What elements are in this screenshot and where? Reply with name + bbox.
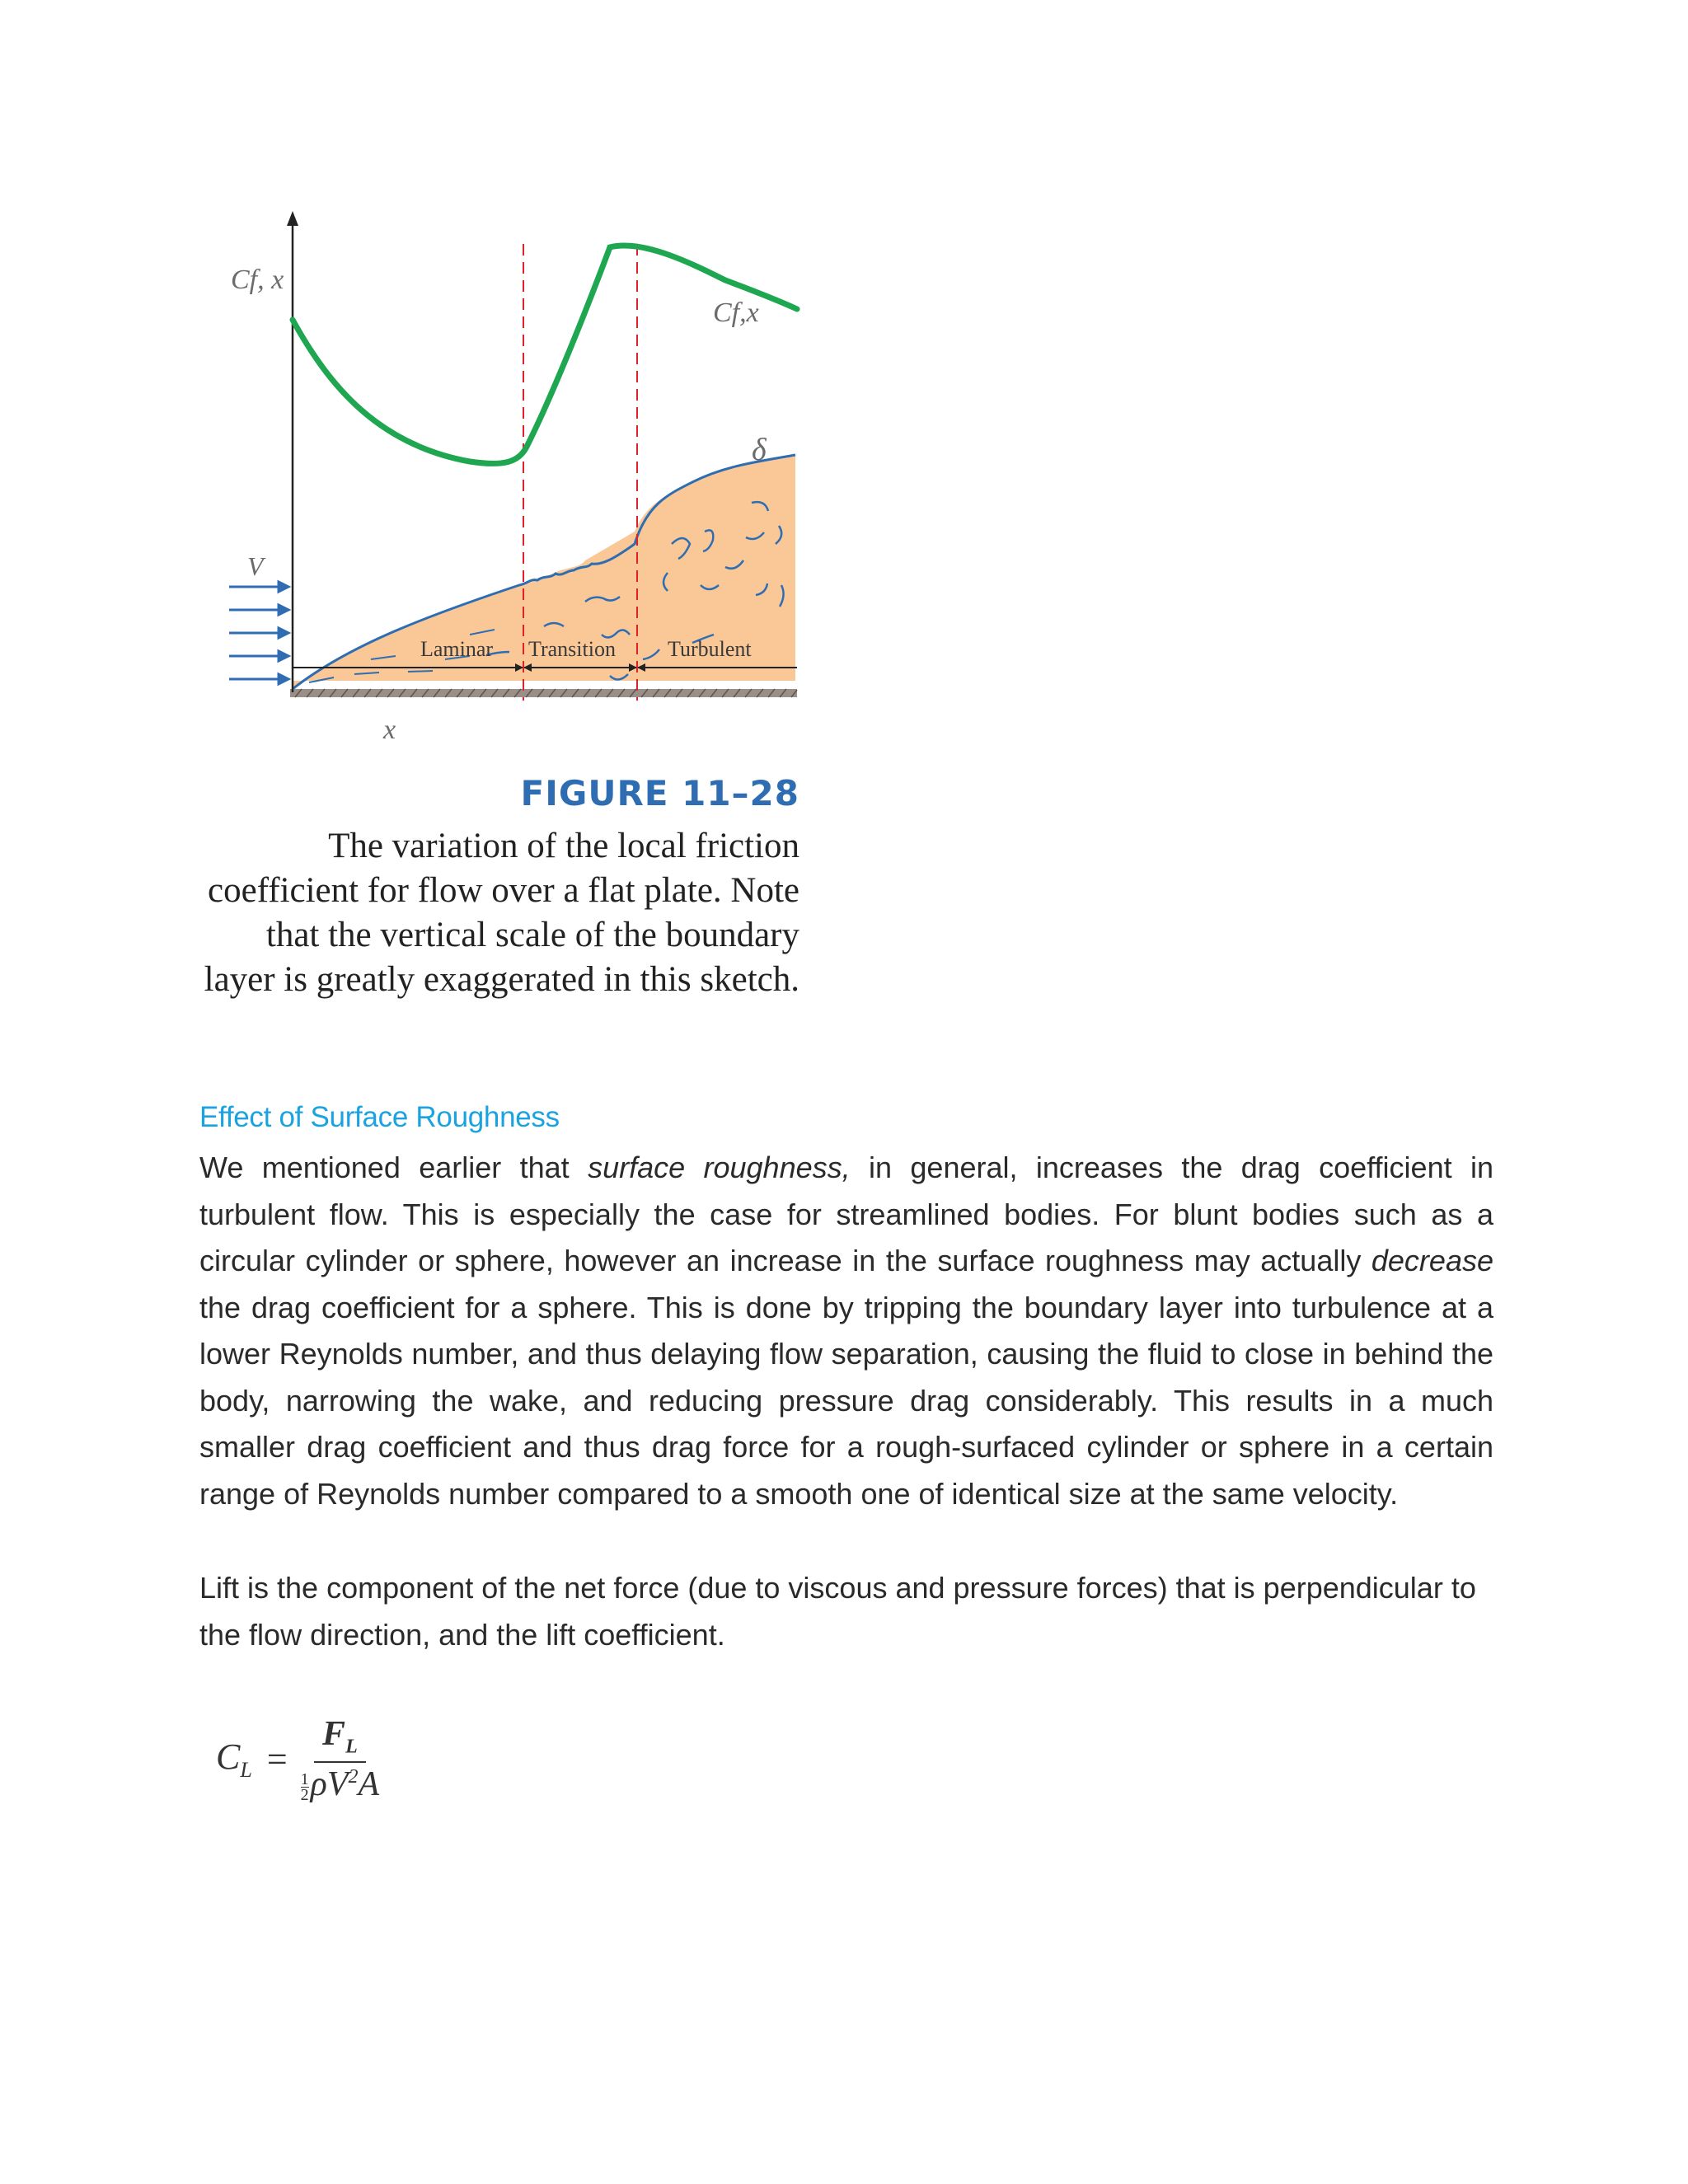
region-label-laminar: Laminar: [420, 637, 494, 661]
paragraph-text: in general, increases the drag coefficient in turbulent flow. This is especially the case for streamlined bodies. For blunt bodies such as a circular cylinder or sphere, however an increase in the surface roughness may actually: [199, 1151, 1493, 1277]
friction-coefficient-figure: [198, 198, 824, 750]
paragraph-text: the drag coefficient for a sphere. This is done by tripping the boundary layer into turbulence at a lower Reynolds number, and thus delaying flow separation, causing the fluid to close in behind the body, narrowing the wake, and reducing pressure drag considerably. This results in a much smaller drag coefficient and thus drag force for a rough-surfaced cylinder or sphere in a certain range of Reynolds number compared to a smooth one of identical size at the same velocity.: [199, 1290, 1493, 1511]
equation-numerator: $F_L$: [314, 1714, 366, 1763]
region-label-turbulent: Turbulent: [668, 637, 752, 661]
paragraph-text: We mentioned earlier that: [199, 1151, 588, 1184]
x-axis-label: x: [383, 715, 396, 745]
friction-coefficient-curve: [293, 246, 797, 464]
equation-fraction: [301, 1714, 379, 1804]
region-label-transition: Transition: [528, 637, 616, 661]
axis-arrowhead: [287, 211, 298, 226]
one-half: $\frac{1}{2}$: [300, 1770, 309, 1805]
delta-label: δ: [752, 433, 767, 467]
curve-label-cfx: Cf,x: [713, 298, 759, 328]
roughness-paragraph: [199, 1145, 1493, 1517]
lift-coefficient-equation: [216, 1714, 379, 1804]
lift-paragraph: Lift is the component of the net force (due to viscous and pressure forces) that is perpendicular to the flow direction, and the lift coefficient.: [199, 1571, 1476, 1652]
emphasis-decrease: decrease: [1371, 1244, 1493, 1277]
section-heading: Effect of Surface Roughness: [199, 1101, 560, 1133]
equation-equals: =: [266, 1739, 288, 1780]
incoming-flow-arrows: [229, 582, 288, 684]
emphasis-surface-roughness: surface roughness,: [588, 1151, 851, 1184]
equation-lhs: $C_L$: [216, 1736, 252, 1783]
equation-denominator: $\frac{1}{2}$ $\rho V^2A$: [300, 1765, 380, 1805]
figure-caption: The variation of the local friction coefficient for flow over a flat plate. Note that the vertical scale of the boundary layer is greatly exaggerated in this sketch.: [204, 827, 799, 999]
figure-number: FIGURE 11–28: [520, 773, 799, 813]
axis-label-cfx: Cf, x: [231, 265, 284, 295]
velocity-label: V: [247, 551, 264, 581]
